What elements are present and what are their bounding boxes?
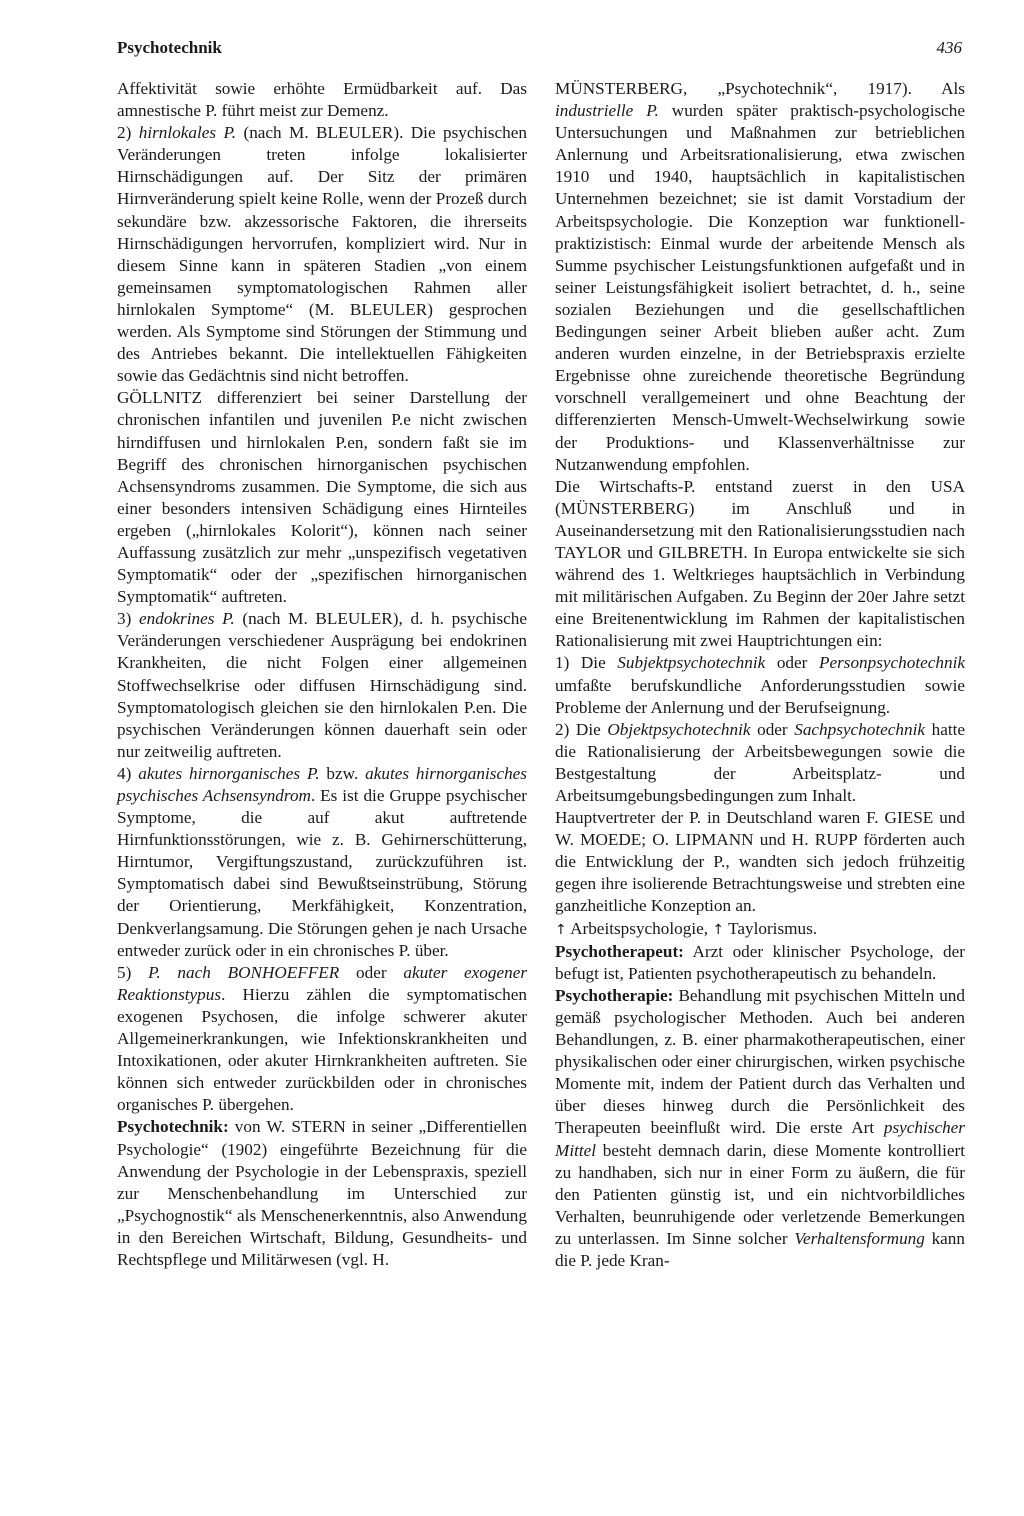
cross-reference-link[interactable]: Arbeitspsychologie,	[566, 918, 713, 938]
paragraph	[555, 78, 965, 476]
paragraph-text: (nach M. BLEULER). Die psychischen Veränderungen treten infolge lokalisierter Hirnschädigungen auf. Der Sitz der primären Hirnveränderung spielt keine Rolle, wenn der Prozeß durch sekundäre bzw. akzessorische Faktoren, die ihrerseits Hirnschädigungen hervorrufen, kompliziert wird. Nur in diesem Sinne kann in späteren Stadien „von einem gemeinsamen symptomatologischen Rahmen aller hirnlokalen Symptome“ (M. BLEULER) gesprochen werden. Als Symptome sind Störungen der Stimmung und des Antriebes bekannt. Die intellektuellen Fähigkeiten sowie das Gedächtnis sind nicht betroffen.	[117, 123, 527, 386]
term: akuter exogener Reaktionstypus	[117, 962, 528, 1004]
cross-reference-link[interactable]: Taylorismus.	[724, 918, 818, 938]
paragraph-text: (nach M. BLEULER), d. h. psychische Veränderungen verschiedener Ausprägung bei endokrinen Krankheiten, die nicht Folgen einer allgemeinen Stoffwechselkrise oder diffusen Hirnschädigung sind. Symptomatologisch gleichen sie den hirnlokalen P.en. Die psychischen Veränderungen können dauerhaft sein oder nur zeitweilig auftreten.	[117, 609, 527, 761]
term: industrielle P.	[555, 101, 659, 121]
paragraph-text: umfaßte berufskundliche Anforderungsstudien sowie Probleme der Anlernung und der Berufseignung.	[555, 675, 965, 717]
page-number: 436	[936, 38, 962, 57]
paragraph	[117, 78, 527, 122]
term: P. nach BONHOEFFER	[148, 962, 340, 982]
paragraph	[555, 476, 965, 653]
item-number: 2) Die	[555, 719, 608, 739]
term: hirnlokales P.	[138, 123, 237, 143]
paragraph-text: Hauptvertreter der P. in Deutschland waren F. GIESE und W. MOEDE; O. LIPMANN und H. RUPP förderten auch die Entwicklung der P., wandten sich jedoch frühzeitig gegen ihre isolierende Betrachtungsweise und strebten eine ganzheitliche Konzeption an.	[555, 808, 965, 916]
paragraph	[117, 962, 527, 1117]
item-number: 1) Die	[555, 653, 618, 673]
dictionary-entry	[555, 941, 965, 985]
left-column	[117, 78, 527, 1271]
term: akutes hirnorganisches psychisches Achsensyndrom	[117, 763, 527, 805]
paragraph	[555, 719, 965, 807]
term: akutes hirnorganisches P.	[138, 763, 320, 783]
paragraph-text: Arzt oder klinischer Psychologe, der befugt ist, Patienten psychotherapeutisch zu behandeln.	[555, 941, 965, 983]
paragraph-text: MÜNSTERBERG, „Psychotechnik“, 1917). Als	[555, 79, 965, 98]
dictionary-entry	[117, 1116, 527, 1271]
term: psychischer Mittel	[555, 1118, 965, 1160]
arrow-up-icon: ↑	[712, 921, 725, 938]
paragraph-text: . Es ist die Gruppe psychischer Symptome, die auf akut auftretende Hirnfunktionsstörungen, wie z. B. Gehirnerschütterung, Hirntumor, Vergiftungszustand, zurückzuführen ist. Symptomatisch dabei sind Bewußtseinstrübung, Störung der Orientierung, Merkfähigkeit, Konzentration, Denkverlangsamung. Die Störungen gehen je nach Ursache entweder zurück oder in ein chronisches P. über.	[117, 786, 527, 960]
paragraph-text: . Hierzu zählen die symptomatischen exogenen Psychosen, die infolge schwerer akuter Allgemeinerkrankungen, wie Infektionskrankheiten und Intoxikationen, oder akuter Hirnkrankheiten auftreten. Sie können sich entweder zurückbilden oder in chronisches organisches P. übergehen.	[117, 984, 527, 1115]
paragraph-text: Affektivität sowie erhöhte Ermüdbarkeit auf. Das amnestische P. führt meist zur Demenz.	[117, 79, 527, 121]
paragraph-text: wurden später praktisch-psychologische Untersuchungen und Maßnahmen zur betrieblichen Anlernung und Arbeitsrationalisierung, etwa zwischen 1910 und 1940, hauptsächlich in kapitalistischen Unternehmen bezeichnet; sie ist damit Vorstadium der Arbeitspsychologie. Die Konzeption war funktionell-praktizistisch: Einmal wurde der arbeitende Mensch als Summe psychischer Leistungsfunktionen aufgefaßt und in seiner Leistungsfähigkeit isoliert betrachtet, d. h., seine sozialen Beziehungen und die gesellschaftlichen Bedingungen seiner Arbeit blieben außer acht. Zum anderen wurden einzelne, in der Betriebspraxis erzielte Ergebnisse ohne zureichende theoretische Begründung vorschnell verallgemeinert und ohne Beachtung der differenzierten Mensch-Umwelt-Wechselwirkung sowie der Produktions- und Klassenverhältnisse zur Nutzanwendung empfohlen.	[555, 101, 966, 474]
item-number: 5)	[117, 962, 132, 982]
paragraph-text: von W. STERN in seiner „Differentiellen Psychologie“ (1902) eingeführte Bezeichnung für die Anwendung der Psychologie in der Lebenspraxis, speziell zur Menschenbehandlung im Unterschied zur „Psychognostik“ als Menschenerkenntnis, also Anwendung in den Bereichen Wirtschaft, Bildung, Gesundheits- und Rechtspflege und Militärwesen (vgl. H.	[117, 1117, 527, 1269]
item-number: 2)	[117, 123, 132, 143]
running-head: Psychotechnik	[117, 38, 222, 57]
term: endokrines P.	[139, 609, 235, 629]
term: Subjektpsychotechnik	[617, 653, 766, 673]
term: Personpsychotechnik	[818, 653, 965, 673]
right-column	[555, 78, 965, 1272]
page-header	[117, 38, 962, 68]
connector-text: bzw.	[319, 763, 366, 783]
term: Objektpsychotechnik	[607, 719, 751, 739]
entry-headword: Psychotechnik:	[117, 1117, 229, 1137]
dictionary-entry	[555, 985, 965, 1272]
item-number: 4)	[117, 763, 132, 783]
paragraph-text: kann die P. jede Kran-	[555, 1228, 965, 1270]
paragraph	[117, 608, 527, 763]
paragraph	[117, 122, 527, 387]
paragraph-text: GÖLLNITZ differenziert bei seiner Darstellung der chronischen infantilen und juvenilen P.e nicht zwischen hirndiffusen und hirnlokalen P.en, sondern faßt sie im Begriff des chronischen hirnorganischen psychischen Achsensyndroms zusammen. Die Symptome, die sich aus einer besonders intensiven Schädigung eines Hirnteiles ergeben („hirnlokales Kolorit“), können nach seiner Auffassung zusätzlich zur mehr „unspezifisch vegetativen Symptomatik“ oder der „spezifischen hirnorganischen Symptomatik“ auftreten.	[117, 388, 527, 607]
entry-headword: Psychotherapie:	[555, 985, 674, 1005]
item-number: 3)	[117, 609, 132, 629]
connector-text: oder	[765, 653, 819, 673]
connector-text: oder	[339, 962, 404, 982]
paragraph-text: Behandlung mit psychischen Mitteln und gemäß psychologischer Methoden. Auch bei anderen Behandlungen, z. B. einer pharmakotherapeutischen, einer physikalischen oder einer chirurgischen, wirken psychische Momente mit, indem der Patient durch das Verhalten und über dieses hinweg durch die Persönlichkeit des Therapeuten beeinflußt wird. Die erste Art	[555, 985, 965, 1138]
paragraph-text: besteht demnach darin, diese Momente kontrolliert zu handhaben, sich nur in einer Form zu äußern, die für den Patienten günstig ist, und ein nichtvorbildliches Verhalten, beunruhigende oder verletzende Bemerkungen zu unterlassen. Im Sinne solcher	[555, 1140, 965, 1248]
paragraph	[117, 387, 527, 608]
term: Verhaltensformung	[794, 1228, 925, 1248]
paragraph-text: hatte die Rationalisierung der Arbeitsbewegungen sowie die Bestgestaltung der Arbeitsplatz- und Arbeitsumgebungsbedingungen zum Inhalt.	[555, 719, 965, 805]
term: Sachpsychotechnik	[794, 719, 925, 739]
cross-references	[555, 918, 965, 941]
paragraph	[555, 652, 965, 718]
paragraph	[117, 763, 527, 962]
paragraph	[555, 807, 965, 917]
arrow-up-icon: ↑	[555, 921, 567, 938]
paragraph-text: Die Wirtschafts-P. entstand zuerst in den USA (MÜNSTERBERG) im Anschluß und in Auseinandersetzung mit den Rationalisierungsstudien nach TAYLOR und GILBRETH. In Europa entwickelte sie sich während des 1. Weltkrieges hauptsächlich in Verbindung mit militärischen Aufgaben. Zu Beginn der 20er Jahre setzt eine Breitenentwicklung im Rahmen der kapitalistischen Rationalisierung mit zwei Hauptrichtungen ein:	[555, 476, 965, 651]
entry-headword: Psychotherapeut:	[555, 941, 684, 961]
connector-text: oder	[750, 719, 795, 739]
